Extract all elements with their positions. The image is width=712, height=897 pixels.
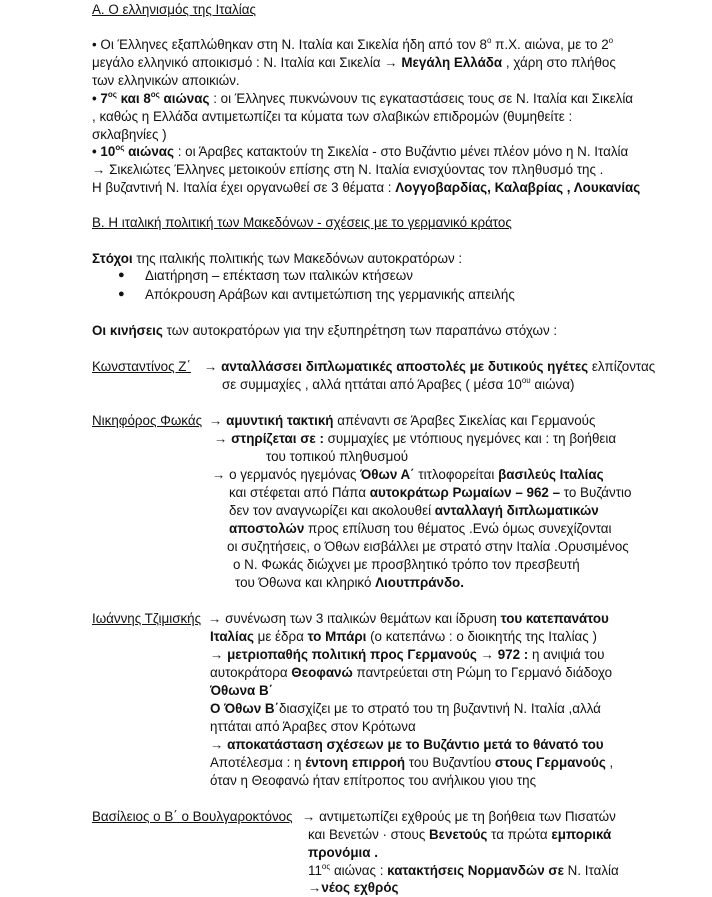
paragraph-line: των ελληνικών αποικιών. [92,73,240,88]
tzimiskis-line: → μετριοπαθής πολιτική προς Γερμανούς → 972 : η ανιψιά του [210,647,605,662]
emperor-name-konstantinos: Κωνσταντίνος Ζ΄ [92,359,191,374]
tzimiskis-line: όταν η Θεοφανώ ήταν επίτροπος του ανήλικου γιου της [210,773,537,788]
vasileios-line: $11^{o\varsigma}$ αιώνας : κατακτήσεις Νορμανδών σε Ν. Ιταλία [308,862,619,878]
paragraph-line: → Σικελιώτες Έλληνες μετοικούν επίσης στη Ν. Ιταλία ενισχύοντας τον πληθυσμό της . [92,162,604,177]
emperor-name-vasileios: Βασίλειος ο Β΄ ο Βουλγαροκτόνος [92,809,293,824]
paragraph-line: • Οι Έλληνες εξαπλώθηκαν στη Ν. Ιταλία και Σικελία ήδη από τον $8^o$ π.Χ. αιώνα, με το $2^o$ [92,36,614,52]
section-b-heading: Β. Η ιταλική πολιτική των Μακεδόνων - σχέσεις με το γερμανικό κράτος [92,215,512,230]
bullet-icon: ● [118,288,125,300]
tzimiskis-line: → συνένωση των 3 ιταλικών θεμάτων και ίδρυση του κατεπανάτου [208,611,609,626]
goal-item: Απόκρουση Αράβων και αντιμετώπιση της γερμανικής απειλής [145,287,515,302]
nikiforos-line: → ο γερμανός ηγεμόνας Όθων Α΄ τιτλοφορείται βασιλεύς Ιταλίας [212,467,604,482]
paragraph-line: σκλαβηνίες ) [92,127,167,142]
arrow-icon: → [384,55,398,70]
vasileios-line: και Βενετών · στους Βενετούς τα πρώτα εμπορικά [308,827,612,842]
nikiforos-line: αποστολών προς επίλυση του θέματος .Ενώ όμως συνεχίζονται [229,521,612,536]
nikiforos-line: → αμυντική τακτική απέναντι σε Άραβες Σικελίας και Γερμανούς [209,413,596,428]
emperor-name-tzimiskis: Ιωάννης Τζιμισκής [92,611,202,626]
tzimiskis-line: → αποκατάσταση σχέσεων με το Βυζάντιο μετά το θάνατό του [210,737,604,752]
tzimiskis-line: ηττάται από Άραβες στον Κρότωνα [210,719,416,734]
paragraph-line: • $10^{o\varsigma}$ αιώνας : οι Άραβες κατακτούν τη Σικελία - στο Βυζάντιο μένει πλέον μόνο η Ν. Ιταλία [92,143,629,159]
emperor-name-nikiforos: Νικηφόρος Φωκάς [92,413,203,428]
vasileios-line: →νέος εχθρός [308,880,399,895]
moves-intro: Οι κινήσεις των αυτοκρατόρων για την εξυπηρέτηση των παραπάνω στόχων : [92,323,558,338]
tzimiskis-line: Αποτέλεσμα : η έντονη επιρροή του Βυζαντίου στους Γερμανούς , [210,755,614,770]
konstantinos-line: → ανταλλάσσει διπλωματικές αποστολές με δυτικούς ηγέτες ελπίζοντας [204,359,656,374]
nikiforos-line: → στηρίζεται σε : συμμαχίες με ντόπιους ηγεμόνες και : τη βοήθεια [214,431,617,446]
vasileios-line: → αντιμετωπίζει εχθρούς με τη βοήθεια των Πισατών [302,809,616,824]
tzimiskis-line: Ο Όθων Β΄διασχίζει με το στρατό του τη βυζαντινή Ν. Ιταλία ,αλλά [210,701,601,716]
nikiforos-line: και στέφεται από Πάπα αυτοκράτωρ Ρωμαίων – 962 – το Βυζάντιο [229,485,632,500]
paragraph-line: , καθώς η Ελλάδα αντιμετωπίζει τα κύματα των σλαβικών επιδρομών (θυμηθείτε : [92,109,573,124]
paragraph-line: μεγάλο ελληνικό αποικισμό : Ν. Ιταλία και Σικελία → Μεγάλη Ελλάδα , χάρη στο πλήθος [92,55,616,70]
nikiforos-line: του Όθωνα και κληρικό Λιουτπράνδο. [235,575,464,590]
tzimiskis-line: Όθωνα Β΄ [210,683,274,698]
paragraph-line: • $7^{o\varsigma}$ και $8^{o\varsigma}$ αιώνας : οι Έλληνες πυκνώνουν τις εγκαταστάσεις τους σε Ν. Ιταλία και Σικελία [92,90,634,106]
goals-intro: Στόχοι της ιταλικής πολιτικής των Μακεδόνων αυτοκρατόρων : [92,251,463,266]
tzimiskis-line: Ιταλίας με έδρα το Μπάρι (ο κατεπάνω : ο διοικητής της Ιταλίας ) [210,629,597,644]
vasileios-line: προνόμια . [308,845,378,860]
section-a-heading: Α. Ο ελληνισμός της Ιταλίας [92,2,256,17]
nikiforos-line: ο Ν. Φωκάς διώχνει με προσβλητικό τρόπο τον πρεσβευτή [233,557,580,572]
nikiforos-line: δεν τον αναγνωρίζει και ακολουθεί ανταλλαγή διπλωματικών [229,503,599,518]
nikiforos-line: οι συζητήσεις, ο Όθων εισβάλλει με στρατό στην Ιταλία .Ορυσιμένος [227,539,629,554]
konstantinos-line: σε συμμαχίες , αλλά ηττάται από Άραβες ( μέσα $10^{o\upsilon}$ αιώνα) [222,376,575,392]
bullet-icon: ● [118,269,125,281]
tzimiskis-line: αυτοκράτορα Θεοφανώ παντρεύεται στη Ρώμη το Γερμανό διάδοχο [210,665,613,680]
paragraph-line: Η βυζαντινή Ν. Ιταλία έχει οργανωθεί σε 3 θέματα : Λογγοβαρδίας, Καλαβρίας , Λουκανίας [92,180,641,195]
goal-item: Διατήρηση – επέκταση των ιταλικών κτήσεων [145,268,413,283]
nikiforos-line: του τοπικού πληθυσμού [266,449,409,464]
